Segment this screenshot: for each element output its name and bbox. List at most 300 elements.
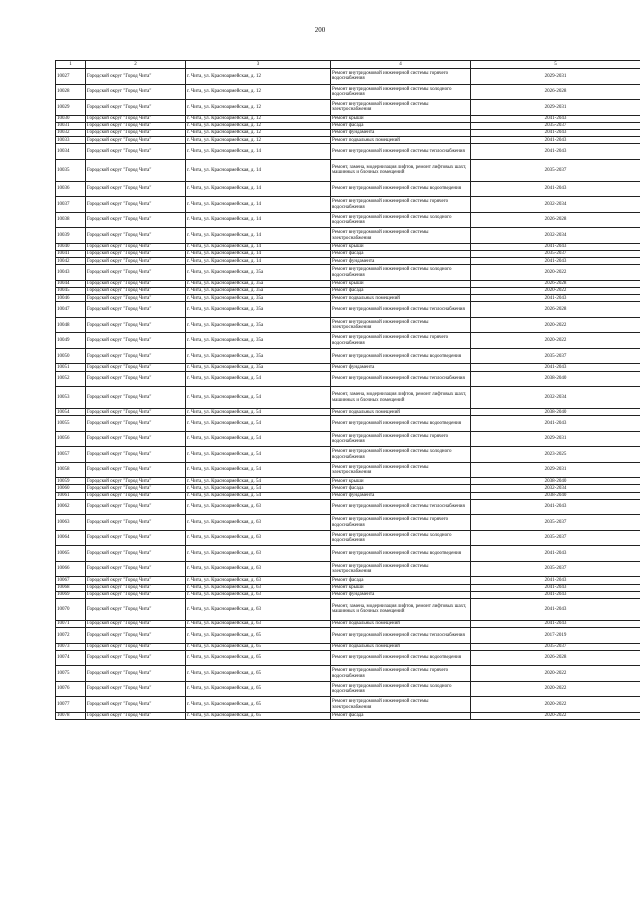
period-cell: 2029-2031: [471, 462, 640, 478]
municipality-cell: Городской округ "Город Чита": [86, 84, 186, 100]
period-cell: 2035-2037: [471, 159, 640, 181]
work-type-cell: Ремонт внутридомовой инженерной системы теплоснабжения: [331, 302, 471, 318]
address-cell: г. Чита, ул. Красноармейская, д. 12: [186, 69, 331, 85]
address-cell: г. Чита, ул. Красноармейская, д. 12: [186, 129, 331, 136]
table-row: [56, 317, 640, 333]
period-cell: 2035-2037: [471, 348, 640, 364]
table-row: [56, 122, 640, 129]
table-row: [56, 697, 640, 713]
work-type-cell: Ремонт подвальных помещений: [331, 409, 471, 416]
municipality-cell: Городской округ "Город Чита": [86, 228, 186, 244]
address-cell: г. Чита, ул. Красноармейская, д. 63: [186, 515, 331, 531]
address-cell: г. Чита, ул. Красноармейская, д. 12: [186, 84, 331, 100]
period-cell: 2041-2043: [471, 584, 640, 591]
period-cell: 2038-2040: [471, 478, 640, 485]
municipality-cell: Городской округ "Город Чита": [86, 280, 186, 287]
row-number-cell: 10056: [56, 431, 86, 447]
period-cell: 2029-2031: [471, 100, 640, 116]
address-cell: г. Чита, ул. Красноармейская, д. 14: [186, 243, 331, 250]
table-row: [56, 115, 640, 122]
row-number-cell: 10028: [56, 84, 86, 100]
address-cell: г. Чита, ул. Красноармейская, д. 35а: [186, 364, 331, 371]
period-cell: 2020-2022: [471, 265, 640, 281]
row-number-cell: 10054: [56, 409, 86, 416]
period-cell: 2020-2022: [471, 666, 640, 682]
row-number-cell: 10064: [56, 530, 86, 546]
row-number-cell: 10036: [56, 181, 86, 197]
address-cell: г. Чита, ул. Красноармейская, д. 35а: [186, 265, 331, 281]
work-type-cell: Ремонт внутридомовой инженерной системы водоотведения: [331, 650, 471, 666]
period-cell: 2038-2040: [471, 492, 640, 499]
period-cell: 2038-2040: [471, 409, 640, 416]
period-cell: 2041-2043: [471, 243, 640, 250]
work-type-cell: Ремонт, замена, модернизация лифтов, ремонт лифтовых шахт, машинных и блочных помещений: [331, 387, 471, 409]
work-type-cell: Ремонт, замена, модернизация лифтов, ремонт лифтовых шахт, машинных и блочных помещений: [331, 598, 471, 620]
address-cell: г. Чита, ул. Красноармейская, д. 65: [186, 643, 331, 650]
work-type-cell: Ремонт фасада: [331, 250, 471, 257]
table-row: [56, 212, 640, 228]
table-row: [56, 650, 640, 666]
work-type-cell: Ремонт внутридомовой инженерной системы горячего водоснабжения: [331, 431, 471, 447]
period-cell: 2035-2037: [471, 561, 640, 577]
address-cell: г. Чита, ул. Красноармейская, д. 54: [186, 371, 331, 387]
work-type-cell: Ремонт внутридомовой инженерной системы холодного водоснабжения: [331, 212, 471, 228]
municipality-cell: Городской округ "Город Чита": [86, 546, 186, 562]
municipality-cell: Городской округ "Город Чита": [86, 144, 186, 160]
period-cell: 2035-2037: [471, 250, 640, 257]
address-cell: г. Чита, ул. Красноармейская, д. 54: [186, 478, 331, 485]
row-number-cell: 10032: [56, 129, 86, 136]
period-cell: 2026-2028: [471, 650, 640, 666]
municipality-cell: Городской округ "Город Чита": [86, 462, 186, 478]
row-number-cell: 10040: [56, 243, 86, 250]
municipality-cell: Городской округ "Город Чита": [86, 258, 186, 265]
municipality-cell: Городской округ "Город Чита": [86, 295, 186, 302]
row-number-cell: 10031: [56, 122, 86, 129]
row-number-cell: 10059: [56, 478, 86, 485]
period-cell: 2041-2043: [471, 144, 640, 160]
address-cell: г. Чита, ул. Красноармейская, д. 12: [186, 122, 331, 129]
municipality-cell: Городской округ "Город Чита": [86, 409, 186, 416]
period-cell: 2023-2025: [471, 447, 640, 463]
row-number-cell: 10051: [56, 364, 86, 371]
table-row: [56, 431, 640, 447]
work-type-cell: Ремонт внутридомовой инженерной системы водоотведения: [331, 546, 471, 562]
table-row: [56, 84, 640, 100]
period-cell: 2038-2040: [471, 371, 640, 387]
table-row: [56, 620, 640, 627]
work-type-cell: Ремонт фундамента: [331, 364, 471, 371]
period-cell: 2041-2043: [471, 416, 640, 432]
address-cell: г. Чита, ул. Красноармейская, д. 63: [186, 577, 331, 584]
period-cell: 2020-2022: [471, 681, 640, 697]
address-cell: г. Чита, ул. Красноармейская, д. 35а: [186, 280, 331, 287]
municipality-cell: Городской округ "Город Чита": [86, 628, 186, 644]
municipality-cell: Городской округ "Город Чита": [86, 584, 186, 591]
period-cell: 2041-2043: [471, 295, 640, 302]
row-number-cell: 10045: [56, 288, 86, 295]
row-number-cell: 10070: [56, 598, 86, 620]
municipality-cell: Городской округ "Город Чита": [86, 591, 186, 598]
period-cell: 2035-2037: [471, 515, 640, 531]
municipality-cell: Городской округ "Город Чита": [86, 364, 186, 371]
municipality-cell: Городской округ "Город Чита": [86, 478, 186, 485]
work-type-cell: Ремонт фасада: [331, 288, 471, 295]
table-row: [56, 228, 640, 244]
work-type-cell: Ремонт фасада: [331, 577, 471, 584]
address-cell: г. Чита, ул. Красноармейская, д. 63: [186, 530, 331, 546]
table-row: [56, 295, 640, 302]
row-number-cell: 10068: [56, 584, 86, 591]
municipality-cell: Городской округ "Город Чита": [86, 333, 186, 349]
table-row: [56, 643, 640, 650]
period-cell: 2020-2022: [471, 333, 640, 349]
address-cell: г. Чита, ул. Красноармейская, д. 65: [186, 628, 331, 644]
address-cell: г. Чита, ул. Красноармейская, д. 12: [186, 137, 331, 144]
table-row: [56, 584, 640, 591]
row-number-cell: 10046: [56, 295, 86, 302]
row-number-cell: 10074: [56, 650, 86, 666]
table-row: [56, 159, 640, 181]
row-number-cell: 10077: [56, 697, 86, 713]
row-number-cell: 10027: [56, 69, 86, 85]
row-number-cell: 10029: [56, 100, 86, 116]
address-cell: г. Чита, ул. Красноармейская, д. 35а: [186, 348, 331, 364]
work-type-cell: Ремонт подвальных помещений: [331, 295, 471, 302]
municipality-cell: Городской округ "Город Чита": [86, 129, 186, 136]
municipality-cell: Городской округ "Город Чита": [86, 348, 186, 364]
municipality-cell: Городской округ "Город Чита": [86, 288, 186, 295]
row-number-cell: 10060: [56, 485, 86, 492]
period-cell: 2020-2022: [471, 697, 640, 713]
municipality-cell: Городской округ "Город Чита": [86, 212, 186, 228]
period-cell: 2032-2034: [471, 197, 640, 213]
work-type-cell: Ремонт фундамента: [331, 591, 471, 598]
address-cell: г. Чита, ул. Красноармейская, д. 54: [186, 409, 331, 416]
work-type-cell: Ремонт внутридомовой инженерной системы электроснабжения: [331, 462, 471, 478]
municipality-cell: Городской округ "Город Чита": [86, 485, 186, 492]
municipality-cell: Городской округ "Город Чита": [86, 666, 186, 682]
address-cell: г. Чита, ул. Красноармейская, д. 63: [186, 546, 331, 562]
table-row: [56, 197, 640, 213]
row-number-cell: 10043: [56, 265, 86, 281]
table-row: [56, 258, 640, 265]
municipality-cell: Городской округ "Город Чита": [86, 577, 186, 584]
address-cell: г. Чита, ул. Красноармейская, д. 54: [186, 416, 331, 432]
work-type-cell: Ремонт крыши: [331, 280, 471, 287]
address-cell: г. Чита, ул. Красноармейская, д. 14: [186, 228, 331, 244]
table-row: [56, 591, 640, 598]
address-cell: г. Чита, ул. Красноармейская, д. 35а: [186, 288, 331, 295]
municipality-cell: Городской округ "Город Чита": [86, 681, 186, 697]
municipality-cell: Городской округ "Город Чита": [86, 317, 186, 333]
period-cell: 2032-2034: [471, 387, 640, 409]
row-number-cell: 10034: [56, 144, 86, 160]
work-type-cell: Ремонт внутридомовой инженерной системы электроснабжения: [331, 317, 471, 333]
table-row: [56, 250, 640, 257]
period-cell: 2041-2043: [471, 364, 640, 371]
work-type-cell: Ремонт внутридомовой инженерной системы холодного водоснабжения: [331, 681, 471, 697]
table-row: [56, 144, 640, 160]
row-number-cell: 10041: [56, 250, 86, 257]
address-cell: г. Чита, ул. Красноармейская, д. 14: [186, 212, 331, 228]
row-number-cell: 10042: [56, 258, 86, 265]
work-type-cell: Ремонт внутридомовой инженерной системы горячего водоснабжения: [331, 515, 471, 531]
address-cell: г. Чита, ул. Красноармейская, д. 35а: [186, 317, 331, 333]
period-cell: 2032-2034: [471, 228, 640, 244]
work-type-cell: Ремонт внутридомовой инженерной системы холодного водоснабжения: [331, 447, 471, 463]
address-cell: г. Чита, ул. Красноармейская, д. 14: [186, 159, 331, 181]
municipality-cell: Городской округ "Город Чита": [86, 387, 186, 409]
work-type-cell: Ремонт фасада: [331, 122, 471, 129]
row-number-cell: 10058: [56, 462, 86, 478]
work-type-cell: Ремонт внутридомовой инженерной системы холодного водоснабжения: [331, 530, 471, 546]
row-number-cell: 10066: [56, 561, 86, 577]
period-cell: 2041-2043: [471, 546, 640, 562]
row-number-cell: 10069: [56, 591, 86, 598]
municipality-cell: Городской округ "Город Чита": [86, 265, 186, 281]
address-cell: г. Чита, ул. Красноармейская, д. 54: [186, 485, 331, 492]
municipality-cell: Городской округ "Город Чита": [86, 181, 186, 197]
table-row: [56, 243, 640, 250]
work-type-cell: Ремонт внутридомовой инженерной системы теплоснабжения: [331, 628, 471, 644]
address-cell: г. Чита, ул. Красноармейская, д. 65: [186, 712, 331, 719]
municipality-cell: Городской округ "Город Чита": [86, 69, 186, 85]
row-number-cell: 10078: [56, 712, 86, 719]
row-number-cell: 10044: [56, 280, 86, 287]
period-cell: 2026-2028: [471, 302, 640, 318]
row-number-cell: 10049: [56, 333, 86, 349]
table-row: [56, 100, 640, 116]
row-number-cell: 10071: [56, 620, 86, 627]
table-row: [56, 371, 640, 387]
address-cell: г. Чита, ул. Красноармейская, д. 65: [186, 697, 331, 713]
municipality-cell: Городской округ "Город Чита": [86, 697, 186, 713]
municipality-cell: Городской округ "Город Чита": [86, 492, 186, 499]
address-cell: г. Чита, ул. Красноармейская, д. 54: [186, 431, 331, 447]
period-cell: 2041-2043: [471, 258, 640, 265]
work-type-cell: Ремонт фасада: [331, 712, 471, 719]
period-cell: 2041-2043: [471, 577, 640, 584]
municipality-cell: Городской округ "Город Чита": [86, 416, 186, 432]
column-header: 4: [331, 61, 471, 69]
table-row: [56, 546, 640, 562]
address-cell: г. Чита, ул. Красноармейская, д. 12: [186, 100, 331, 116]
row-number-cell: 10055: [56, 416, 86, 432]
period-cell: 2041-2043: [471, 181, 640, 197]
period-cell: 2026-2028: [471, 84, 640, 100]
address-cell: г. Чита, ул. Красноармейская, д. 14: [186, 144, 331, 160]
municipality-cell: Городской округ "Город Чита": [86, 302, 186, 318]
period-cell: 2041-2043: [471, 620, 640, 627]
table-row: [56, 447, 640, 463]
table-row: [56, 181, 640, 197]
address-cell: г. Чита, ул. Красноармейская, д. 14: [186, 197, 331, 213]
row-number-cell: 10062: [56, 499, 86, 515]
row-number-cell: 10075: [56, 666, 86, 682]
address-cell: г. Чита, ул. Красноармейская, д. 65: [186, 650, 331, 666]
work-type-cell: Ремонт фундамента: [331, 129, 471, 136]
work-type-cell: Ремонт внутридомовой инженерной системы теплоснабжения: [331, 371, 471, 387]
municipality-cell: Городской округ "Город Чита": [86, 431, 186, 447]
municipality-cell: Городской округ "Город Чита": [86, 100, 186, 116]
table-row: [56, 288, 640, 295]
work-type-cell: Ремонт внутридомовой инженерной системы электроснабжения: [331, 100, 471, 116]
period-cell: 2035-2037: [471, 643, 640, 650]
column-header: 2: [86, 61, 186, 69]
address-cell: г. Чита, ул. Красноармейская, д. 14: [186, 181, 331, 197]
period-cell: 2035-2037: [471, 122, 640, 129]
work-type-cell: Ремонт крыши: [331, 478, 471, 485]
table-row: [56, 387, 640, 409]
period-cell: 2041-2043: [471, 598, 640, 620]
address-cell: г. Чита, ул. Красноармейская, д. 63: [186, 591, 331, 598]
municipality-cell: Городской округ "Город Чита": [86, 115, 186, 122]
period-cell: 2041-2043: [471, 115, 640, 122]
period-cell: 2026-2028: [471, 212, 640, 228]
address-cell: г. Чита, ул. Красноармейская, д. 65: [186, 666, 331, 682]
period-cell: 2041-2043: [471, 499, 640, 515]
municipality-cell: Городской округ "Город Чита": [86, 712, 186, 719]
address-cell: г. Чита, ул. Красноармейская, д. 54: [186, 447, 331, 463]
table-row: [56, 666, 640, 682]
row-number-cell: 10048: [56, 317, 86, 333]
table-row: [56, 280, 640, 287]
period-cell: 2041-2043: [471, 591, 640, 598]
column-header: 5: [471, 61, 640, 69]
work-type-cell: Ремонт внутридомовой инженерной системы холодного водоснабжения: [331, 265, 471, 281]
period-cell: 2020-2022: [471, 712, 640, 719]
page-number: 200: [314, 26, 326, 34]
row-number-cell: 10063: [56, 515, 86, 531]
table-row: [56, 409, 640, 416]
work-type-cell: Ремонт внутридомовой инженерной системы теплоснабжения: [331, 499, 471, 515]
table-row: [56, 485, 640, 492]
table-row: [56, 416, 640, 432]
work-type-cell: Ремонт внутридомовой инженерной системы водоотведения: [331, 181, 471, 197]
table-row: [56, 302, 640, 318]
period-cell: 2032-2034: [471, 485, 640, 492]
municipality-cell: Городской округ "Город Чита": [86, 598, 186, 620]
address-cell: г. Чита, ул. Красноармейская, д. 54: [186, 387, 331, 409]
table-row: [56, 137, 640, 144]
table-row: [56, 265, 640, 281]
work-type-cell: Ремонт внутридомовой инженерной системы электроснабжения: [331, 228, 471, 244]
work-type-cell: Ремонт подвальных помещений: [331, 643, 471, 650]
row-number-cell: 10057: [56, 447, 86, 463]
work-type-cell: Ремонт внутридомовой инженерной системы горячего водоснабжения: [331, 197, 471, 213]
period-cell: 2020-2022: [471, 288, 640, 295]
table-row: [56, 712, 640, 719]
period-cell: 2041-2043: [471, 129, 640, 136]
work-type-cell: Ремонт фундамента: [331, 492, 471, 499]
table-row: [56, 577, 640, 584]
work-type-cell: Ремонт внутридомовой инженерной системы водоотведения: [331, 416, 471, 432]
row-number-cell: 10052: [56, 371, 86, 387]
table-row: [56, 333, 640, 349]
municipality-cell: Городской округ "Город Чита": [86, 159, 186, 181]
work-type-cell: Ремонт внутридомовой инженерной системы горячего водоснабжения: [331, 69, 471, 85]
municipality-cell: Городской округ "Город Чита": [86, 447, 186, 463]
table-row: [56, 628, 640, 644]
address-cell: г. Чита, ул. Красноармейская, д. 63: [186, 620, 331, 627]
address-cell: г. Чита, ул. Красноармейская, д. 14: [186, 258, 331, 265]
table-row: [56, 681, 640, 697]
address-cell: г. Чита, ул. Красноармейская, д. 54: [186, 492, 331, 499]
work-type-cell: Ремонт внутридомовой инженерной системы теплоснабжения: [331, 144, 471, 160]
header-row: [56, 61, 640, 69]
work-type-cell: Ремонт фундамента: [331, 258, 471, 265]
table-row: [56, 598, 640, 620]
address-cell: г. Чита, ул. Красноармейская, д. 63: [186, 561, 331, 577]
address-cell: г. Чита, ул. Красноармейская, д. 63: [186, 598, 331, 620]
row-number-cell: 10035: [56, 159, 86, 181]
period-cell: 2029-2031: [471, 69, 640, 85]
row-number-cell: 10050: [56, 348, 86, 364]
period-cell: 2035-2037: [471, 530, 640, 546]
work-type-cell: Ремонт внутридомовой инженерной системы водоотведения: [331, 348, 471, 364]
municipality-cell: Городской округ "Город Чита": [86, 371, 186, 387]
address-cell: г. Чита, ул. Красноармейская, д. 35а: [186, 295, 331, 302]
table-row: [56, 515, 640, 531]
municipality-cell: Городской округ "Город Чита": [86, 561, 186, 577]
table-row: [56, 530, 640, 546]
row-number-cell: 10061: [56, 492, 86, 499]
table-row: [56, 561, 640, 577]
work-type-cell: Ремонт крыши: [331, 584, 471, 591]
row-number-cell: 10072: [56, 628, 86, 644]
period-cell: 2017-2019: [471, 628, 640, 644]
address-cell: г. Чита, ул. Красноармейская, д. 63: [186, 584, 331, 591]
work-type-cell: Ремонт внутридомовой инженерной системы электроснабжения: [331, 697, 471, 713]
table-row: [56, 129, 640, 136]
period-cell: 2029-2031: [471, 431, 640, 447]
row-number-cell: 10065: [56, 546, 86, 562]
row-number-cell: 10039: [56, 228, 86, 244]
address-cell: г. Чита, ул. Красноармейская, д. 65: [186, 681, 331, 697]
address-cell: г. Чита, ул. Красноармейская, д. 35а: [186, 302, 331, 318]
table-row: [56, 499, 640, 515]
municipality-cell: Городской округ "Город Чита": [86, 650, 186, 666]
work-type-cell: Ремонт внутридомовой инженерной системы холодного водоснабжения: [331, 84, 471, 100]
work-type-cell: Ремонт внутридомовой инженерной системы горячего водоснабжения: [331, 666, 471, 682]
row-number-cell: 10067: [56, 577, 86, 584]
table-row: [56, 348, 640, 364]
work-type-cell: Ремонт фасада: [331, 485, 471, 492]
municipality-cell: Городской округ "Город Чита": [86, 515, 186, 531]
municipality-cell: Городской округ "Город Чита": [86, 243, 186, 250]
municipality-cell: Городской округ "Город Чита": [86, 530, 186, 546]
address-cell: г. Чита, ул. Красноармейская, д. 54: [186, 462, 331, 478]
work-type-cell: Ремонт крыши: [331, 115, 471, 122]
row-number-cell: 10037: [56, 197, 86, 213]
address-cell: г. Чита, ул. Красноармейская, д. 35а: [186, 333, 331, 349]
address-cell: г. Чита, ул. Красноармейская, д. 12: [186, 115, 331, 122]
municipality-cell: Городской округ "Город Чита": [86, 643, 186, 650]
work-type-cell: Ремонт крыши: [331, 243, 471, 250]
row-number-cell: 10053: [56, 387, 86, 409]
address-cell: г. Чита, ул. Красноармейская, д. 63: [186, 499, 331, 515]
work-type-cell: Ремонт, замена, модернизация лифтов, ремонт лифтовых шахт, машинных и блочных помещений: [331, 159, 471, 181]
work-type-cell: Ремонт внутридомовой инженерной системы горячего водоснабжения: [331, 333, 471, 349]
row-number-cell: 10038: [56, 212, 86, 228]
column-header: 3: [186, 61, 331, 69]
work-type-cell: Ремонт подвальных помещений: [331, 620, 471, 627]
period-cell: 2026-2028: [471, 280, 640, 287]
municipality-cell: Городской округ "Город Чита": [86, 122, 186, 129]
work-type-cell: Ремонт внутридомовой инженерной системы электроснабжения: [331, 561, 471, 577]
period-cell: 2020-2022: [471, 317, 640, 333]
